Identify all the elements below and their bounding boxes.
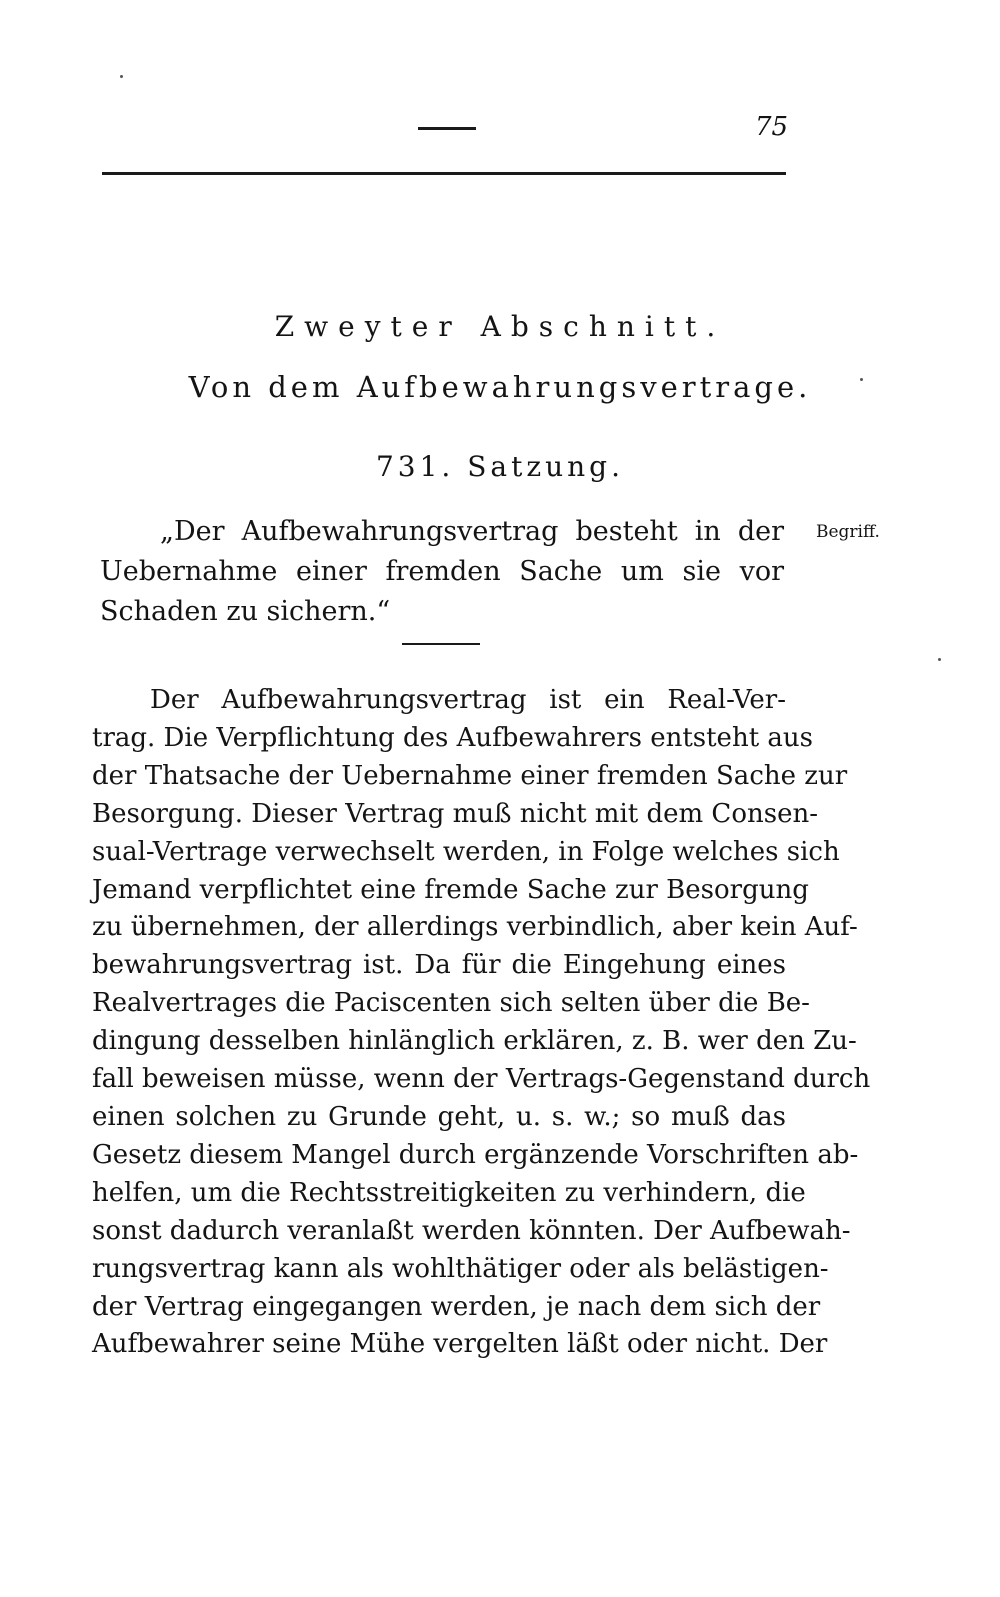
commentary-paragraph [92,682,871,1364]
text-line: der Vertrag eingegangen werden, je nach dem sich der [92,1291,821,1322]
header-rule [102,172,786,175]
section-divider [402,643,480,645]
text-line: fall beweisen müsse, wenn der Vertrags-Gegenstand durch [92,1064,871,1095]
text-line: zu übernehmen, der allerdings verbindlich, aber kein Auf- [92,912,858,943]
text-line: dingung desselben hinlänglich erklären, z. B. wer den Zu- [92,1026,857,1057]
statute-heading: 731. Satzung. [375,450,624,483]
text-line: Aufbewahrer seine Mühe vergelten läßt oder nicht. Der [92,1329,828,1360]
text-line: bewahrungsvertrag ist. Da für die Eingehung eines [92,950,786,981]
text-line: Der Aufbewahrungsvertrag ist ein Real-Ver- [150,685,786,715]
paper-speck [938,658,941,661]
text-line: Gesetz diesem Mangel durch ergänzende Vorschriften ab- [92,1139,859,1170]
statute-text: „Der Aufbewahrungsvertrag besteht in der Uebernahme einer fremden Sache um sie vor Schaden zu sichern.“ [100,516,784,627]
text-line: einen solchen zu Grunde geht, u. s. w.; so muß das [92,1101,786,1132]
text-line: sual-Vertrage verwechselt werden, in Folge welches sich [92,836,840,867]
text-line: sonst dadurch veranlaßt werden könnten. Der Aufbewah- [92,1215,851,1246]
header-dash [418,127,476,130]
text-line: Jemand verpflichtet eine fremde Sache zur Besorgung [92,874,809,905]
text-line: helfen, um die Rechtsstreitigkeiten zu verhindern, die [92,1177,806,1208]
text-line: trag. Die Verpflichtung des Aufbewahrers entsteht aus [92,722,813,753]
section-subtitle: Von dem Aufbewahrungsvertrage. [188,370,812,404]
section-title: Zweyter Abschnitt. [274,310,726,343]
margin-note: Begriff. [816,522,880,542]
paper-speck [120,75,123,78]
page-number: 75 [755,112,789,142]
text-line: Besorgung. Dieser Vertrag muß nicht mit dem Consen- [92,798,818,829]
text-line: Realvertrages die Paciscenten sich selten über die Be- [92,988,810,1019]
text-line: rungsvertrag kann als wohlthätiger oder als belästigen- [92,1253,829,1284]
text-line: der Thatsache der Uebernahme einer fremden Sache zur [92,760,848,791]
